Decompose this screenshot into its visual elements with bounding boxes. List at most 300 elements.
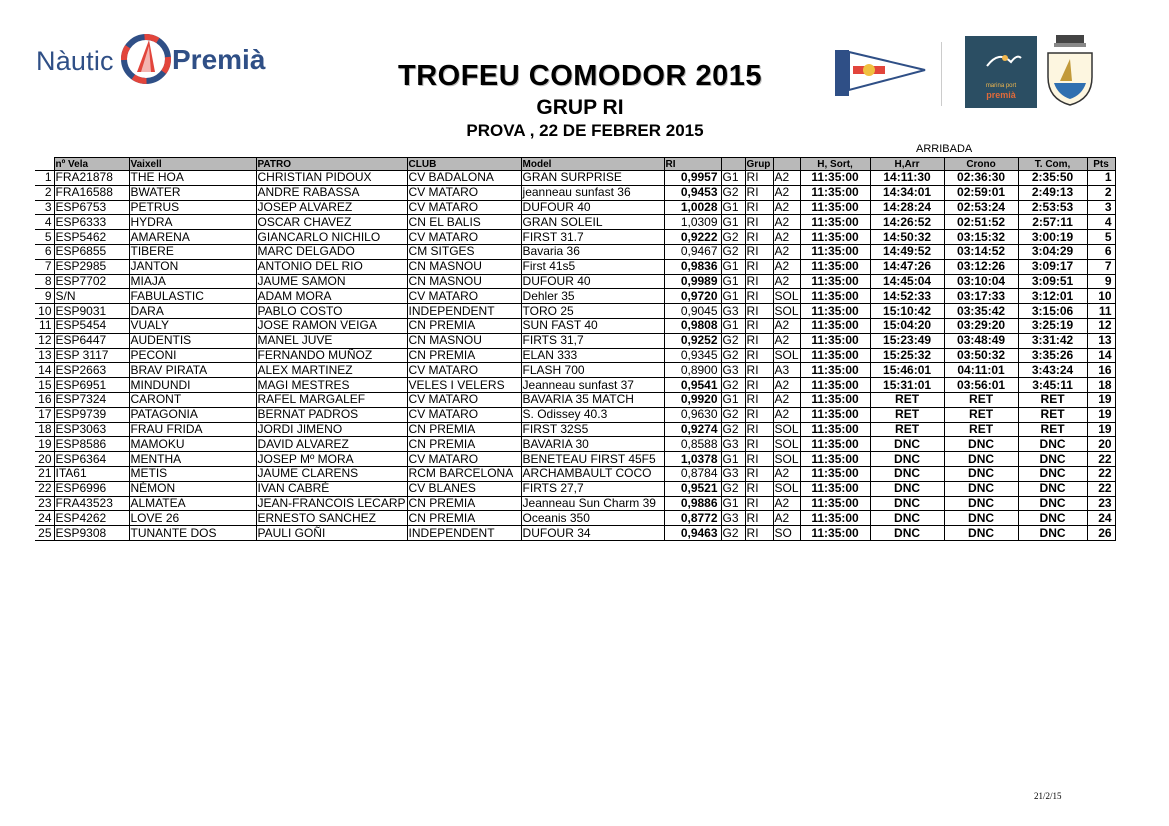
table-row	[35, 378, 1115, 393]
elapsed-time-cell: 03:35:42	[944, 304, 1018, 319]
rating-group-cell: G1	[721, 200, 745, 215]
position-cell: 15	[35, 378, 54, 393]
marina-port-premia-logo	[965, 36, 1037, 108]
boat-name-cell: BRAV PIRATA	[129, 363, 256, 378]
arrival-time-cell: 14:50:32	[870, 230, 944, 245]
table-row	[35, 348, 1115, 363]
boat-name-cell: AUDENTIS	[129, 333, 256, 348]
elapsed-time-cell: DNC	[944, 437, 1018, 452]
division-cell: SO	[773, 526, 800, 541]
corrected-time-cell: 3:43:24	[1018, 363, 1087, 378]
corrected-time-cell: 2:35:50	[1018, 171, 1087, 186]
boat-name-cell: BWATER	[129, 185, 256, 200]
group-cell: RI	[745, 526, 773, 541]
table-row	[35, 171, 1115, 186]
points-cell: 26	[1087, 526, 1115, 541]
division-cell: SOL	[774, 451, 799, 466]
corrected-time-cell: DNC	[1018, 481, 1087, 496]
division-cell: SOL	[774, 303, 799, 318]
rating-group-cell: G1	[721, 171, 745, 186]
elapsed-time-cell: DNC	[944, 511, 1018, 526]
rating-group-cell: G2	[721, 378, 745, 393]
table-row	[35, 392, 1115, 407]
skipper-cell: IVAN CABRÉ	[256, 481, 407, 496]
start-time-cell: 11:35:00	[800, 200, 870, 215]
start-time-cell: 11:35:00	[800, 171, 870, 186]
header-skipper: PATRO	[256, 158, 407, 171]
group-cell: RI	[745, 333, 773, 348]
rating-group-cell: G2	[721, 407, 745, 422]
boat-name-cell: FRAU FRIDA	[129, 422, 256, 437]
rating-cell: 0,9920	[664, 392, 721, 407]
group-cell: RI	[745, 481, 773, 496]
boat-name-cell: FABULASTIC	[129, 289, 256, 304]
boat-name-cell: ALMATEA	[129, 496, 256, 511]
header-corrected-time: T. Com,	[1018, 158, 1087, 171]
corrected-time-cell: DNC	[1018, 511, 1087, 526]
position-cell: 20	[35, 452, 54, 467]
start-time-cell: 11:35:00	[800, 348, 870, 363]
position-cell: 12	[35, 333, 54, 348]
points-cell: 19	[1087, 392, 1115, 407]
boat-name-cell: LOVE 26	[129, 511, 256, 526]
table-row	[35, 318, 1115, 333]
model-cell: FIRST 31.7	[521, 230, 664, 245]
club-cell: CN PREMIA	[407, 348, 521, 363]
results-table	[35, 157, 1116, 541]
sail-number-cell: ESP7702	[54, 274, 129, 289]
group-cell: RI	[745, 437, 773, 452]
skipper-cell: MARC DELGADO	[256, 244, 407, 259]
model-cell: GRAN SOLEIL	[521, 215, 664, 230]
elapsed-time-cell: 02:53:24	[944, 200, 1018, 215]
boat-name-cell: MENTHA	[129, 452, 256, 467]
position-cell: 4	[35, 215, 54, 230]
club-cell: CN PREMIA	[407, 437, 521, 452]
corrected-time-cell: 2:57:11	[1018, 215, 1087, 230]
model-cell: FIRTS 27,7	[521, 481, 664, 496]
model-cell: SUN FAST 40	[521, 318, 664, 333]
club-cell: CN MASNOU	[407, 333, 521, 348]
start-time-cell: 11:35:00	[800, 466, 870, 481]
header-points: Pts	[1087, 158, 1115, 171]
model-cell: FIRTS 31,7	[521, 333, 664, 348]
rating-cell: 1,0378	[664, 452, 721, 467]
table-row	[35, 185, 1115, 200]
position-cell: 16	[35, 392, 54, 407]
table-row	[35, 230, 1115, 245]
start-time-cell: 11:35:00	[800, 392, 870, 407]
club-cell: CN EL BALIS	[407, 215, 521, 230]
rating-cell: 0,8784	[664, 466, 721, 481]
table-row	[35, 452, 1115, 467]
start-time-cell: 11:35:00	[800, 378, 870, 393]
club-cell: RCM BARCELONA	[407, 466, 521, 481]
group-cell: RI	[745, 511, 773, 526]
boat-name-cell: PECONI	[129, 348, 256, 363]
division-cell: A2	[773, 215, 800, 230]
model-cell: First 41s5	[521, 259, 664, 274]
corrected-time-cell: 3:35:26	[1018, 348, 1087, 363]
rating-group-cell: G2	[721, 244, 745, 259]
sail-number-cell: ESP6996	[54, 481, 129, 496]
corrected-time-cell: RET	[1018, 407, 1087, 422]
corrected-time-cell: 2:49:13	[1018, 185, 1087, 200]
group-cell: RI	[745, 466, 773, 481]
skipper-cell: MAGI MESTRES	[256, 378, 407, 393]
sail-number-cell: ESP9739	[54, 407, 129, 422]
group-cell: RI	[745, 348, 773, 363]
division-cell: A3	[773, 363, 800, 378]
port-logo-line2: premià	[986, 90, 1016, 100]
brand-name-b: Premià	[172, 44, 266, 75]
club-cell: CV MATARO	[407, 289, 521, 304]
club-cell: CV MATARO	[407, 230, 521, 245]
division-cell: A2	[773, 511, 800, 526]
arrival-time-cell: DNC	[870, 481, 944, 496]
elapsed-time-cell: 03:50:32	[944, 348, 1018, 363]
sail-number-cell: FRA16588	[54, 185, 129, 200]
start-time-cell: 11:35:00	[800, 318, 870, 333]
arrival-time-cell: DNC	[870, 511, 944, 526]
points-cell: 14	[1087, 348, 1115, 363]
rating-cell: 0,9808	[664, 318, 721, 333]
position-cell: 19	[35, 437, 54, 452]
table-row	[35, 274, 1115, 289]
document-title: TROFEU COMODOR 2015	[398, 60, 762, 92]
skipper-cell: ANDRE RABASSA	[256, 185, 407, 200]
table-row	[35, 511, 1115, 526]
start-time-cell: 11:35:00	[800, 452, 870, 467]
model-cell: Oceanis 350	[521, 511, 664, 526]
arrival-time-cell: 14:47:26	[870, 259, 944, 274]
sail-number-cell: ESP6951	[54, 378, 129, 393]
municipal-coat-of-arms	[1042, 33, 1098, 107]
club-cell: CM SITGES	[407, 244, 521, 259]
club-cell: CV MATARO	[407, 185, 521, 200]
rating-cell: 0,9957	[664, 171, 721, 186]
arrival-time-cell: 15:25:32	[870, 348, 944, 363]
sail-number-cell: ESP7324	[54, 392, 129, 407]
header-rating-group	[721, 158, 745, 171]
points-cell: 19	[1087, 407, 1115, 422]
club-cell: CN PREMIA	[407, 496, 521, 511]
group-cell: RI	[745, 244, 773, 259]
model-cell: BAVARIA 35 MATCH	[521, 392, 664, 407]
skipper-cell: JEAN-FRANCOIS LECARP	[257, 496, 406, 510]
rating-cell: 0,9467	[664, 244, 721, 259]
position-cell: 18	[35, 422, 54, 437]
points-cell: 1	[1087, 171, 1115, 186]
start-time-cell: 11:35:00	[800, 304, 870, 319]
elapsed-time-cell: 03:56:01	[944, 378, 1018, 393]
table-row	[35, 363, 1115, 378]
rating-group-cell: G3	[721, 466, 745, 481]
rating-cell: 0,9252	[664, 333, 721, 348]
rating-cell: 1,0309	[664, 215, 721, 230]
model-cell: Dehler 35	[521, 289, 664, 304]
table-header-row	[35, 158, 1115, 171]
position-cell: 21	[35, 466, 54, 481]
position-cell: 8	[35, 274, 54, 289]
skipper-cell: MANEL JUVE	[256, 333, 407, 348]
club-cell: CV MATARO	[407, 363, 521, 378]
arrival-time-cell: 15:31:01	[870, 378, 944, 393]
corrected-time-cell: 3:00:19	[1018, 230, 1087, 245]
points-cell: 10	[1087, 289, 1115, 304]
position-cell: 1	[35, 171, 54, 186]
elapsed-time-cell: RET	[944, 392, 1018, 407]
arrival-time-cell: 15:46:01	[870, 363, 944, 378]
division-cell: A2	[773, 333, 800, 348]
corrected-time-cell: DNC	[1018, 496, 1087, 511]
group-cell: RI	[745, 215, 773, 230]
sail-number-cell: ESP9308	[54, 526, 129, 541]
points-cell: 5	[1087, 230, 1115, 245]
position-cell: 17	[35, 407, 54, 422]
club-cell: CN PREMIA	[407, 511, 521, 526]
rating-cell: 0,9720	[664, 289, 721, 304]
position-cell: 6	[35, 244, 54, 259]
points-cell: 11	[1087, 304, 1115, 319]
division-cell: A2	[773, 230, 800, 245]
division-cell: SOL	[774, 481, 799, 496]
group-cell: RI	[745, 392, 773, 407]
header-sail-number: nº Vela	[54, 158, 129, 171]
table-row	[35, 407, 1115, 422]
boat-name-cell: CARONT	[129, 392, 256, 407]
elapsed-time-cell: 02:36:30	[944, 171, 1018, 186]
division-cell: A2	[773, 259, 800, 274]
start-time-cell: 11:35:00	[800, 407, 870, 422]
points-cell: 18	[1087, 378, 1115, 393]
points-cell: 22	[1087, 481, 1115, 496]
position-cell: 9	[35, 289, 54, 304]
sail-number-cell: ESP8586	[54, 437, 129, 452]
footer-date: 21/2/15	[1034, 791, 1062, 801]
model-cell: BAVARIA 30	[521, 437, 664, 452]
sail-number-cell: ESP6364	[54, 452, 129, 467]
table-row	[35, 289, 1115, 304]
club-cell: CN PREMIA	[407, 318, 521, 333]
elapsed-time-cell: 03:10:04	[944, 274, 1018, 289]
corrected-time-cell: 3:15:06	[1018, 304, 1087, 319]
ranc-pennant-logo	[825, 44, 935, 100]
corrected-time-cell: 3:12:01	[1018, 289, 1087, 304]
division-cell: A2	[773, 407, 800, 422]
rating-group-cell: G3	[721, 437, 745, 452]
points-cell: 20	[1087, 437, 1115, 452]
division-cell: A2	[773, 171, 800, 186]
group-cell: RI	[745, 422, 773, 437]
club-cell: CV BADALONA	[407, 171, 521, 186]
sail-lifebuoy-icon	[119, 32, 173, 86]
sail-number-cell: FRA43523	[54, 496, 129, 511]
sail-number-cell: S/N	[54, 289, 129, 304]
table-row	[35, 496, 1115, 511]
model-cell: BENETEAU FIRST 45F5	[521, 452, 664, 467]
start-time-cell: 11:35:00	[800, 259, 870, 274]
group-cell: RI	[745, 230, 773, 245]
start-time-cell: 11:35:00	[800, 333, 870, 348]
model-cell: S. Odissey 40.3	[521, 407, 664, 422]
rating-group-cell: G2	[721, 230, 745, 245]
points-cell: 7	[1087, 259, 1115, 274]
rating-cell: 0,9886	[664, 496, 721, 511]
rating-group-cell: G3	[721, 304, 745, 319]
elapsed-time-cell: 03:48:49	[944, 333, 1018, 348]
boat-name-cell: THE HOA	[129, 171, 256, 186]
elapsed-time-cell: DNC	[944, 466, 1018, 481]
skipper-cell: CHRISTIAN PIDOUX	[256, 171, 407, 186]
points-cell: 23	[1087, 496, 1115, 511]
club-cell: CV MATARO	[407, 392, 521, 407]
sail-number-cell: ESP5454	[54, 318, 129, 333]
elapsed-time-cell: 03:29:20	[944, 318, 1018, 333]
position-cell: 14	[35, 363, 54, 378]
division-cell: SOL	[774, 422, 799, 436]
club-cell: VELES I VELERS	[407, 378, 521, 393]
start-time-cell: 11:35:00	[800, 496, 870, 511]
corrected-time-cell: 3:45:11	[1018, 378, 1087, 393]
division-cell: A2	[773, 274, 800, 289]
division-cell: A2	[773, 496, 800, 511]
elapsed-time-cell: DNC	[944, 481, 1018, 496]
skipper-cell: JAUME CLARENS	[256, 466, 407, 481]
skipper-cell: OSCAR CHAVEZ	[256, 215, 407, 230]
boat-name-cell: DARA	[129, 304, 256, 319]
elapsed-time-cell: RET	[944, 422, 1018, 437]
sail-number-cell: ESP2985	[54, 259, 129, 274]
points-cell: 13	[1087, 333, 1115, 348]
model-cell: FIRST 32S5	[521, 422, 664, 437]
boat-name-cell: NÉMON	[129, 481, 256, 496]
rating-group-cell: G1	[721, 392, 745, 407]
boat-name-cell: MINDUNDI	[129, 378, 256, 393]
points-cell: 9	[1087, 274, 1115, 289]
rating-group-cell: G3	[721, 511, 745, 526]
boat-name-cell: JANTON	[129, 259, 256, 274]
rating-group-cell: G2	[721, 526, 745, 541]
division-cell: SOL	[774, 436, 799, 451]
arrival-time-cell: 14:28:24	[870, 200, 944, 215]
position-cell: 3	[35, 200, 54, 215]
arrival-time-cell: DNC	[870, 466, 944, 481]
header-start-time: H, Sort,	[800, 158, 870, 171]
group-cell: RI	[745, 496, 773, 511]
start-time-cell: 11:35:00	[800, 289, 870, 304]
arrival-time-cell: 15:23:49	[870, 333, 944, 348]
model-cell: jeanneau sunfast 36	[521, 185, 664, 200]
division-cell: A2	[773, 318, 800, 333]
arrival-time-cell: 14:34:01	[870, 185, 944, 200]
sail-number-cell: ESP9031	[54, 304, 129, 319]
corrected-time-cell: 3:09:17	[1018, 259, 1087, 274]
rating-group-cell: G1	[721, 289, 745, 304]
header-group: Grup	[745, 158, 773, 171]
group-cell: RI	[745, 378, 773, 393]
rating-cell: 0,9222	[664, 230, 721, 245]
group-cell: RI	[745, 318, 773, 333]
elapsed-time-cell: DNC	[944, 452, 1018, 467]
header-elapsed-time: Crono	[944, 158, 1018, 171]
group-cell: RI	[745, 289, 773, 304]
arrival-time-cell: 14:26:52	[870, 215, 944, 230]
start-time-cell: 11:35:00	[800, 422, 870, 437]
club-cell: CV MATARO	[407, 407, 521, 422]
race-date: PROVA , 22 DE FEBRER 2015	[466, 121, 704, 140]
group-cell: RI	[745, 200, 773, 215]
points-cell: 16	[1087, 363, 1115, 378]
club-cell: CN PREMIA	[407, 422, 521, 437]
sail-number-cell: ESP5462	[54, 230, 129, 245]
rating-cell: 1,0028	[664, 200, 721, 215]
corrected-time-cell: 3:31:42	[1018, 333, 1087, 348]
elapsed-time-cell: 02:51:52	[944, 215, 1018, 230]
corrected-time-cell: 2:53:53	[1018, 200, 1087, 215]
start-time-cell: 11:35:00	[800, 274, 870, 289]
position-cell: 5	[35, 230, 54, 245]
points-cell: 4	[1087, 215, 1115, 230]
sail-number-cell: ESP6447	[54, 333, 129, 348]
skipper-cell: ALEX MARTINEZ	[256, 363, 407, 378]
club-cell: CN MASNOU	[407, 274, 521, 289]
model-cell: GRAN SURPRISE	[521, 171, 664, 186]
group-cell: RI	[745, 452, 773, 467]
division-cell: A2	[773, 185, 800, 200]
rating-group-cell: G2	[721, 422, 745, 437]
arrival-time-cell: DNC	[870, 437, 944, 452]
group-cell: RI	[745, 185, 773, 200]
nautic-premia-logo	[36, 30, 276, 90]
position-cell: 24	[35, 511, 54, 526]
header-arrival-time: H,Arr	[870, 158, 944, 171]
rating-cell: 0,9345	[664, 348, 721, 363]
model-cell: Bavaria 36	[521, 244, 664, 259]
club-cell: INDEPENDENT	[407, 526, 521, 541]
rating-group-cell: G2	[721, 348, 745, 363]
boat-name-cell: TIBERE	[129, 244, 256, 259]
club-cell: INDEPENDENT	[407, 304, 521, 319]
boat-name-cell: AMARENA	[129, 230, 256, 245]
elapsed-time-cell: DNC	[944, 526, 1018, 541]
group-cell: RI	[745, 171, 773, 186]
club-cell: CV MATARO	[407, 200, 521, 215]
rating-group-cell: G2	[721, 481, 745, 496]
arrival-time-cell: RET	[870, 407, 944, 422]
boat-name-cell: METIS	[129, 466, 256, 481]
corrected-time-cell: RET	[1018, 392, 1087, 407]
port-logo-line1: marina port	[985, 83, 1017, 89]
points-cell: 22	[1087, 466, 1115, 481]
elapsed-time-cell: 03:14:52	[944, 244, 1018, 259]
corrected-time-cell: 3:09:51	[1018, 274, 1087, 289]
elapsed-time-cell: 04:11:01	[944, 363, 1018, 378]
skipper-cell: JORDI JIMENO	[256, 422, 407, 437]
corrected-time-cell: DNC	[1018, 452, 1087, 467]
arrival-time-cell: 14:52:33	[870, 289, 944, 304]
table-row	[35, 333, 1115, 348]
elapsed-time-cell: RET	[944, 407, 1018, 422]
points-cell: 3	[1087, 200, 1115, 215]
position-cell: 7	[35, 259, 54, 274]
elapsed-time-cell: 03:17:33	[944, 289, 1018, 304]
arrival-time-cell: DNC	[870, 496, 944, 511]
corrected-time-cell: RET	[1018, 422, 1087, 437]
position-cell: 25	[35, 526, 54, 541]
elapsed-time-cell: DNC	[944, 496, 1018, 511]
skipper-cell: RAFEL MARGALEF	[256, 392, 407, 407]
